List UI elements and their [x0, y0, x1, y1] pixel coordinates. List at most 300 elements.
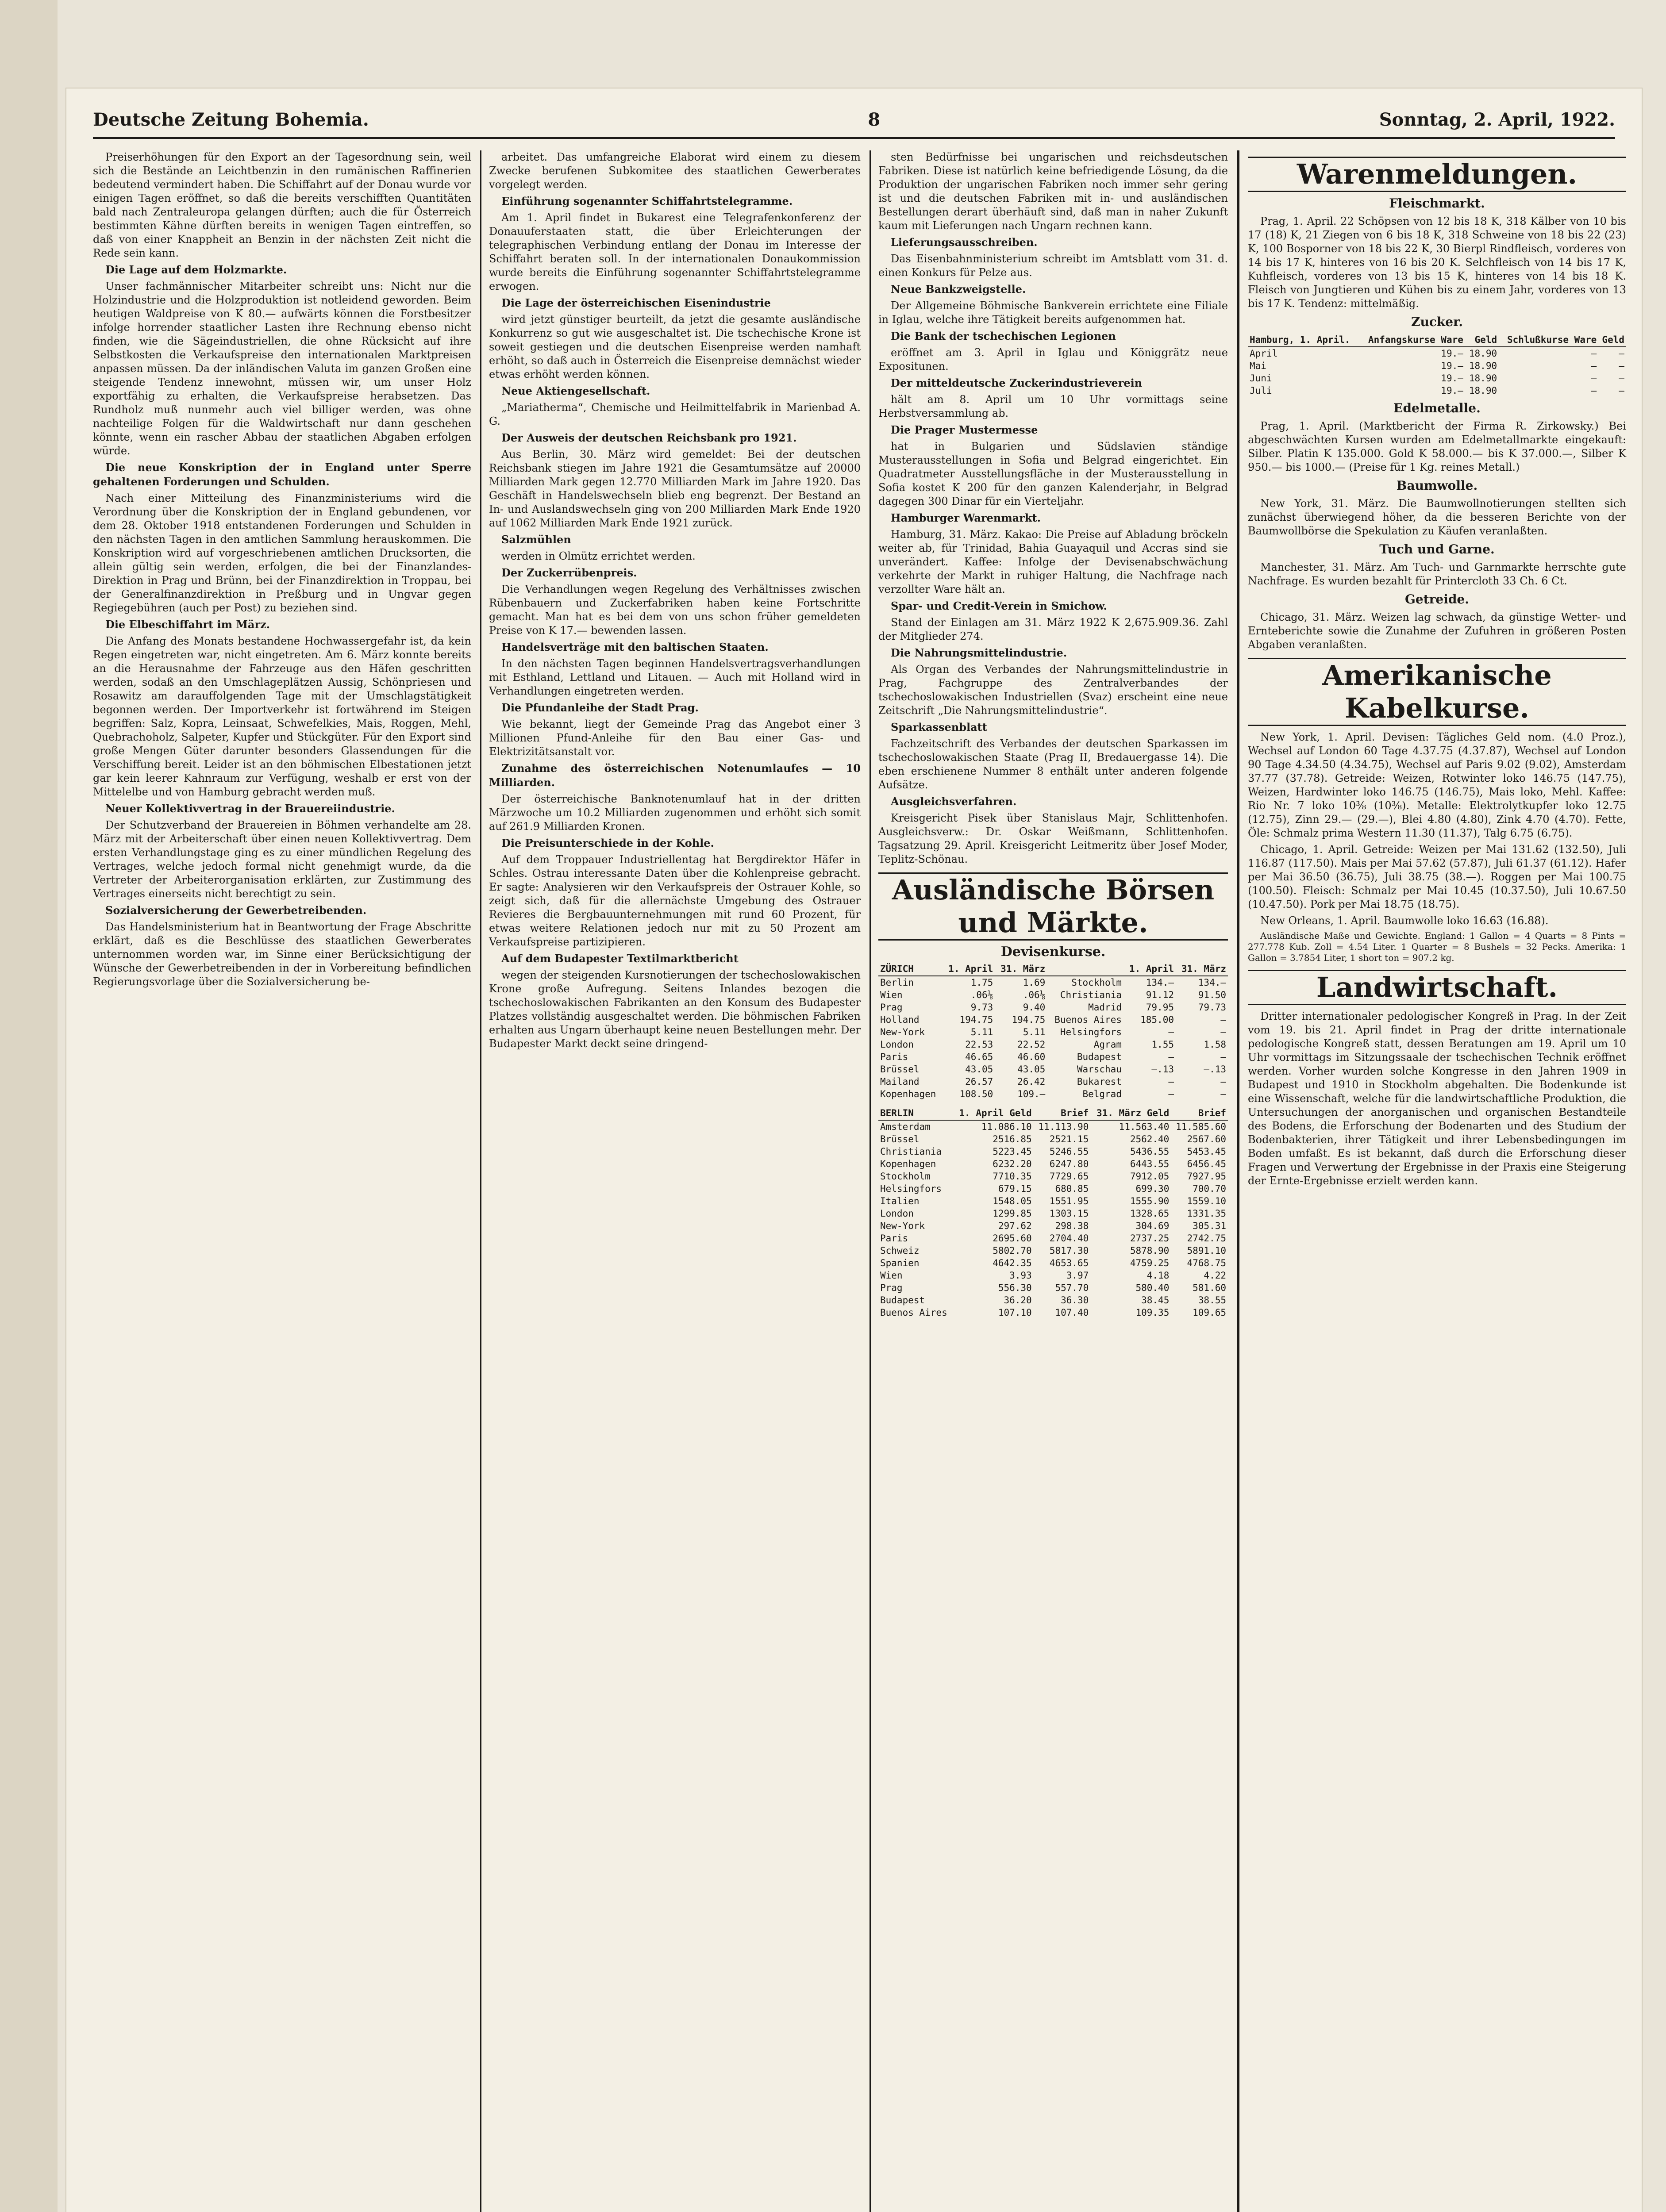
article-paragraph: Chicago, 31. März. Weizen lag schwach, da günstige Wetter- und Ernteberichte sowie die Zunahme der Zufuhren in größeren Posten Abgaben veranlaßten. [1248, 611, 1626, 651]
table-cell: Juli [1250, 385, 1272, 396]
table-cell: 18.90 [1469, 348, 1497, 359]
table-cell: Warschau [1077, 1064, 1122, 1075]
table-cell: 5802.70 [993, 1245, 1032, 1256]
article-heading: Neue Bankzweigstelle. [891, 283, 1026, 296]
table-cell: Buenos Aires [1054, 1014, 1122, 1025]
table-row [878, 1306, 1228, 1319]
table-cell: 4.18 [1147, 1270, 1170, 1281]
table-header: ZÜRICH [878, 962, 943, 976]
table-cell: Stockholm [880, 1171, 931, 1182]
table-cell: 26.57 [965, 1076, 993, 1087]
table-cell: — [1220, 1076, 1226, 1087]
article-paragraph: Dritter internationaler pedologischer Kongreß in Prag. In der Zeit vom 19. bis 21. April findet in Prag der dritte internationale pedologische Kongreß statt, dessen Beratungen am 19. April um 10 Uhr vormittags im Sitzungssaale der tschechischen Technik eröffnet werden. Vorher wurden solche Kongresse in den Jahren 1909 in Budapest und 1910 in Stockholm abgehalten. Die Bodenkunde ist eine Wissenschaft, welche für die landwirtschaftliche Produktion, die Untersuchungen der anorganischen und organischen Bestandteile des Bodens, die Erforschung der Bodenarten und des Studium der Bodenbakterien, ihrer Tätigkeit und ihrer Lebensbedingungen im Boden umfaßt. Es ist bekannt, daß durch die Erforschung dieser Fragen und Verwertung der Ergebnisse in der Praxis eine Steigerung der Ernte-Ergebnisse erzielt werden kann. [1248, 1010, 1626, 1187]
article-heading: Sparkassenblatt [891, 721, 987, 733]
table-cell: 7927.95 [1187, 1171, 1226, 1182]
article-paragraph: Nach einer Mitteilung des Finanzministeriums wird die Verordnung über die Konskription der in England gebundenen, vor dem 28. Oktober 1918 entstandenen Forderungen und Schulden in den nächsten Tagen in den amtlichen Sammlung herauskommen. Die Konskription wird auf vorgeschriebenen amtlichen Drucksorten, die allein gültig sein werden, erfolgen, die bei der Finanzlandes-Direktion in Prag und Brünn, bei der Finanzdirektion in Troppau, bei der Generalfinanzdirektion in Preßburg und in Ungvar gegen Regiegebühren (auch per Post) zu beziehen sind. [93, 492, 471, 614]
issue-date: Sonntag, 2. April, 1922. [1379, 109, 1615, 130]
article-heading: Der Ausweis der deutschen Reichsbank pro 1921. [501, 431, 797, 444]
table-cell: Holland [880, 1014, 920, 1025]
table-row [878, 1207, 1228, 1220]
table-row [878, 1026, 1228, 1038]
devisen-subtitle: Devisenkurse. [1000, 944, 1106, 960]
table-cell: 581.60 [1193, 1283, 1226, 1293]
table-cell: 5.11 [1023, 1027, 1046, 1037]
article-paragraph: Der Allgemeine Böhmische Bankverein errichtete eine Filiale in Iglau, welche ihre Tätigkeit bereits aufgenommen hat. [878, 300, 1228, 326]
table-cell: 6247.80 [1049, 1159, 1089, 1169]
warenmeldungen-title: Warenmeldungen. [1248, 157, 1626, 192]
table-cell: 1.75 [970, 977, 993, 988]
article-heading: Ausgleichsverfahren. [891, 795, 1017, 808]
table-cell: Agram [1093, 1039, 1122, 1050]
table-cell: Italien [880, 1196, 920, 1206]
table-cell: — [1168, 1052, 1174, 1062]
table-cell: 297.62 [998, 1221, 1032, 1231]
table-cell: Budapest [1077, 1052, 1122, 1062]
article-paragraph: werden in Olmütz errichtet werden. [501, 550, 696, 562]
table-cell: 6443.55 [1130, 1159, 1170, 1169]
article-paragraph: New York, 31. März. Die Baumwollnotierungen stellten sich zunächst überwiegend höher, da die besseren Berichte von der Baumwollbörse die Spekulation zu Käufen veranlaßten. [1248, 497, 1626, 537]
article-heading: Die Elbeschiffahrt im März. [105, 618, 270, 631]
table-cell: 2695.60 [993, 1233, 1032, 1244]
table-cell: Christiania [880, 1146, 942, 1157]
table-row [878, 1063, 1228, 1075]
table-cell: 5.11 [970, 1027, 993, 1037]
article-paragraph: Hamburg, 31. März. Kakao: Die Preise auf Abladung bröckeln weiter ab, für Trinidad, Bahia Guayaquil und Accras sind sie unverändert. Kaffee: Infolge der Devisenabschwächung verkehrte der Markt in ruhiger Haltung, die Nachfrage nach verzollter Ware hält an. [878, 528, 1228, 595]
table-cell: 1.69 [1023, 977, 1046, 988]
table-cell: London [880, 1039, 914, 1050]
table-cell: 4759.25 [1130, 1258, 1170, 1268]
article-heading: Zunahme des österreichischen Notenumlaufes — 10 Milliarden. [489, 762, 861, 789]
table-cell: — [1591, 385, 1597, 396]
table-cell: 1.58 [1204, 1039, 1226, 1050]
table-cell: —.13 [1204, 1064, 1226, 1075]
table-cell: 46.65 [965, 1052, 993, 1062]
article-heading: Salzmühlen [501, 533, 571, 546]
table-cell: 5246.55 [1049, 1146, 1089, 1157]
table-cell: 2742.75 [1187, 1233, 1226, 1244]
article-heading: Sozialversicherung der Gewerbetreibenden. [105, 904, 367, 917]
column-rule-1 [480, 150, 481, 2212]
article-heading: Einführung sogenannter Schiffahrtstelegramme. [501, 195, 793, 207]
table-cell: 5436.55 [1130, 1146, 1170, 1157]
table-header: Geld [1598, 333, 1626, 347]
table-cell: 9.40 [1023, 1002, 1046, 1013]
table-cell: Helsingfors [1060, 1027, 1122, 1037]
table-cell: Schweiz [880, 1245, 920, 1256]
article-heading: Die Lage auf dem Holzmarkte. [105, 263, 287, 276]
table-cell: 5223.45 [993, 1146, 1032, 1157]
berlin-table-body [878, 1120, 1228, 1319]
table-cell: Berlin [880, 977, 914, 988]
article-paragraph: Manchester, 31. März. Am Tuch- und Garnmarkte herrschte gute Nachfrage. Es wurden bezahlt für Printercloth 33 Ch. 6 Ct. [1248, 561, 1626, 587]
table-row [878, 1014, 1228, 1026]
kabelkurse-title: Amerikanische Kabelkurse. [1248, 658, 1626, 726]
table-row [878, 1075, 1228, 1088]
table-cell: 107.40 [1055, 1307, 1089, 1318]
table-cell: Brüssel [880, 1134, 920, 1144]
table-header: 1. April [1123, 962, 1176, 976]
table-cell: 36.30 [1061, 1295, 1089, 1306]
table-cell: — [1220, 1089, 1226, 1099]
section-subtitle: Baumwolle. [1396, 478, 1478, 493]
column-1 [93, 150, 471, 991]
article-heading: Neue Aktiengesellschaft. [501, 384, 650, 397]
table-cell: —.13 [1151, 1064, 1174, 1075]
table-cell: Belgrad [1082, 1089, 1122, 1099]
article-paragraph: Auf dem Troppauer Industriellentag hat Bergdirektor Häfer in Schles. Ostrau interessante Daten über die Kohlenpreise gebracht. Er sagte: Analysieren wir den Verkaufspreis der Ostrauer Kohle, so zeigt sich, daß für die allernächste Umgebung des Ostrauer Revieres die Bergbauunternehmungen mit rund 60 Prozent, für etwas weitere Relationen jedoch nur mit zu 50 Prozent am Verkaufspreise partizipieren. [489, 853, 861, 948]
table-cell: 3.93 [1009, 1270, 1032, 1281]
table-cell: 38.45 [1141, 1295, 1170, 1306]
table-cell: 4768.75 [1187, 1258, 1226, 1268]
table-row [878, 1195, 1228, 1207]
article-paragraph: Fachzeitschrift des Verbandes der deutschen Sparkassen im tschechoslowakischen Staate (Prag II, Bredauergasse 14). Die eben erschienene Nummer 8 enthält unter anderen folgende Aufsätze. [878, 737, 1228, 791]
table-cell: — [1220, 1052, 1226, 1062]
table-header [1047, 962, 1123, 976]
article-paragraph: sten Bedürfnisse bei ungarischen und reichsdeutschen Fabriken. Diese ist natürlich keine befriedigende Lösung, da die Produktion der ungarischen Fabriken noch immer sehr gering ist und die deutschen Fabriken mit in- und ausländischen Bestellungen derart überhäuft sind, daß man in naher Zukunft kaum mit Lieferungen nach Ungarn rechnen kann. [878, 151, 1228, 232]
table-cell: Mai [1250, 361, 1266, 371]
table-cell: 9.73 [970, 1002, 993, 1013]
table-cell: 556.30 [998, 1283, 1032, 1293]
table-row [878, 1269, 1228, 1282]
table-cell: 2516.85 [993, 1134, 1032, 1144]
article-paragraph: Am 1. April findet in Bukarest eine Telegrafenkonferenz der Donauuferstaaten statt, die über Erleichterungen der telegraphischen Verbindung entlang der Donau im Interesse der Schiffahrt beraten soll. In der internationalen Donaukommission wurde bereits die Einführung sogenannter Schiffahrtstelegramme erwogen. [489, 211, 861, 292]
table-cell: 2567.60 [1187, 1134, 1226, 1144]
column-rule-3 [1237, 150, 1239, 2212]
article-paragraph: New Orleans, 1. April. Baumwolle loko 16.63 (16.88). [1260, 914, 1549, 927]
article-paragraph: „Mariatherma“, Chemische und Heilmittelfabrik in Marienbad A. G. [489, 401, 861, 427]
table-cell: 18.90 [1469, 373, 1497, 384]
article-paragraph: hat in Bulgarien und Südslavien ständige Musterausstellungen in Sofia und Belgrad eingerichtet. Ein Quadratmeter Ausstellungsfläche in der Musterausstellung in Sofia kostet K 200 für den ganzen Kalenderjahr, in Belgrad dagegen 300 Dinar für ein Vierteljahr. [878, 440, 1228, 507]
table-cell: 1299.85 [993, 1208, 1032, 1219]
table-cell: — [1619, 348, 1624, 359]
page-number: 8 [868, 109, 881, 130]
table-cell: 134.— [1198, 977, 1226, 988]
table-cell: 185.00 [1140, 1014, 1174, 1025]
table-row [878, 1120, 1228, 1133]
table-cell: 1303.15 [1049, 1208, 1089, 1219]
table-cell: Paris [880, 1052, 908, 1062]
table-cell: 26.42 [1017, 1076, 1046, 1087]
table-cell: 19.— [1441, 361, 1463, 371]
table-cell: 1.55 [1151, 1039, 1174, 1050]
table-cell: 134.— [1146, 977, 1174, 988]
article-paragraph: Prag, 1. April. 22 Schöpsen von 12 bis 18 K, 318 Kälber von 10 bis 17 (18) K, 21 Ziegen von 6 bis 18 K, 318 Schweine von 18 bis 22 (23) K, 100 Bosporner von 18 bis 22 K, 30 Bierpl Rindfleisch, vorderes von 14 bis 17 K, hinteres von 16 bis 20 K. Selchfleisch von 14 bis 17 K, Kuhfleisch, vorderes von 13 bis 15 K, hinteres von 14 bis 18 K. Fleisch von Jungtieren und Kühen bis zu einem Jahr, vorderes von 13 bis 17 K. Tendenz: mittelmäßig. [1248, 215, 1626, 310]
table-row [878, 1294, 1228, 1306]
table-cell: Spanien [880, 1258, 920, 1268]
table-row [878, 1282, 1228, 1294]
table-cell: Paris [880, 1233, 908, 1244]
table-cell: 580.40 [1135, 1283, 1170, 1293]
table-header: Brief [1034, 1106, 1091, 1120]
article-heading: Lieferungsausschreiben. [891, 236, 1038, 249]
table-row [878, 1088, 1228, 1100]
article-paragraph: Der österreichische Banknotenumlauf hat in der dritten Märzwoche um 10.2 Milliarden zugenommen und erhöht sich somit auf 261.9 Milliarden Kronen. [489, 793, 861, 833]
section-subtitle: Tuch und Garne. [1379, 542, 1495, 557]
table-cell: 38.55 [1198, 1295, 1226, 1306]
table-cell: 11.563.40 [1119, 1121, 1170, 1132]
table-cell: — [1168, 1089, 1174, 1099]
table-cell: Stockholm [1071, 977, 1122, 988]
table-row [878, 1257, 1228, 1269]
table-row [1248, 347, 1626, 360]
berlin-table [878, 1106, 1228, 1319]
table-cell: 91.50 [1198, 990, 1226, 1000]
table-cell: 43.05 [965, 1064, 993, 1075]
table-cell: Juni [1250, 373, 1272, 384]
table-cell: 3.97 [1066, 1270, 1089, 1281]
table-cell: New-York [880, 1027, 925, 1037]
table-header: 1. April Geld [953, 1106, 1034, 1120]
table-cell: — [1619, 373, 1624, 384]
table-cell: 2704.40 [1049, 1233, 1089, 1244]
table-cell: April [1250, 348, 1278, 359]
article-heading: Die neue Konskription der in England unter Sperre gehaltenen Forderungen und Schulden. [93, 461, 471, 488]
table-cell: 298.38 [1055, 1221, 1089, 1231]
table-cell: 18.90 [1469, 361, 1497, 371]
table-cell: 1551.95 [1049, 1196, 1089, 1206]
article-paragraph: New York, 1. April. Devisen: Tägliches Geld nom. (4.0 Proz.), Wechsel auf London 60 Tage 4.37.75 (4.37.87), Wechsel auf London 90 Tage 4.34.50 (4.34.75), Wechsel auf Paris 9.02 (9.02), Amsterdam 37.77 (37.78). Getreide: Weizen, Rotwinter loko 146.75 (147.75), Weizen, Hardwinter loko 146.75 (146.75), Mais loko, Mehl. Kaffee: Rio Nr. 7 loko 10⅜ (10⅜). Metalle: Elektrolytkupfer loko 12.75 (12.75), Zinn 29.— (29.—), Blei 4.80 (4.80), Zink 4.70 (4.70). Fette, Öle: Schmalz prima Western 11.30 (11.37), Talg 6.75 (6.75). [1248, 731, 1626, 839]
table-cell: Madrid [1088, 1002, 1122, 1013]
table-cell: 680.85 [1055, 1183, 1089, 1194]
section-subtitle: Edelmetalle. [1393, 401, 1481, 415]
table-cell: Amsterdam [880, 1121, 931, 1132]
table-cell: 1555.90 [1130, 1196, 1170, 1206]
table-header: BERLIN [878, 1106, 953, 1120]
table-cell: 109.35 [1135, 1307, 1170, 1318]
table-cell: 699.30 [1135, 1183, 1170, 1194]
article-paragraph: Ausländische Maße und Gewichte. England: 1 Gallon = 4 Quarts = 8 Pints = 277.778 Kub. Zoll = 4.54 Liter. 1 Quarter = 8 Bushels = 32 Pecks. Amerika: 1 Gallon = 3.7854 Liter, 1 short ton = 907.2 kg. [1248, 930, 1626, 963]
article-paragraph: hält am 8. April um 10 Uhr vormittags seine Herbstversammlung ab. [878, 393, 1228, 419]
table-cell: — [1168, 1076, 1174, 1087]
table-cell: 109.65 [1193, 1307, 1226, 1318]
section-subtitle: Getreide. [1404, 592, 1469, 607]
table-row [878, 1220, 1228, 1232]
article-heading: Der mitteldeutsche Zuckerindustrieverein [891, 376, 1143, 389]
table-cell: 194.75 [1012, 1014, 1046, 1025]
article-heading: Hamburger Warenmarkt. [891, 511, 1041, 524]
table-cell: 79.73 [1198, 1002, 1226, 1013]
article-paragraph: Als Organ des Verbandes der Nahrungsmittelindustrie in Prag, Fachgruppe des Zentralverbandes der tschechoslowakischen Industriellen (Svaz) erscheint eine neue Zeitschrift „Die Nahrungsmittelindustrie“. [878, 663, 1228, 717]
article-paragraph: Kreisgericht Pisek über Stanislaus Majr, Schlittenhofen. Ausgleichsverw.: Dr. Oskar Weißmann, Schlittenhofen. Tagsatzung 29. April. Kreisgericht Leitmeritz über Josef Moder, Teplitz-Schönau. [878, 812, 1228, 865]
table-cell: — [1168, 1027, 1174, 1037]
section-subtitle: Zucker. [1411, 315, 1463, 329]
sugar-table [1248, 333, 1626, 397]
table-row [1248, 360, 1626, 372]
table-cell: — [1619, 361, 1624, 371]
page-header [93, 102, 1615, 139]
table-cell: 700.70 [1193, 1183, 1226, 1194]
table-cell: 107.10 [998, 1307, 1032, 1318]
article-paragraph: Aus Berlin, 30. März wird gemeldet: Bei der deutschen Reichsbank stiegen im Jahre 1921 die Gesamtumsätze auf 20000 Milliarden Mark gegen 12.770 Milliarden Mark im Jahre 1920. Das Geschäft in Handelswechseln blieb eng begrenzt. Der Bestand an In- und Auslandswechseln ging von 200 Milliarden Mark Ende 1920 auf 1062 Milliarden Mark Ende 1921 zurück. [489, 448, 861, 529]
table-cell: 18.90 [1469, 385, 1497, 396]
zurich-table [878, 962, 1228, 1100]
table-header: Schlußkurse Ware [1499, 333, 1598, 347]
table-header: 31. März Geld [1090, 1106, 1171, 1120]
article-heading: Spar- und Credit-Verein in Smichow. [891, 599, 1107, 612]
table-row [878, 1145, 1228, 1158]
table-cell: 36.20 [1004, 1295, 1032, 1306]
article-paragraph: wird jetzt günstiger beurteilt, da jetzt die gesamte ausländische Konkurrenz so gut wie ausgeschaltet ist. Die tschechische Krone ist soweit gestiegen und die deutschen Eisenpreise werden namhaft erhöht, so daß auch in Österreich die Eisenpreise demnächst wieder etwas erhöht werden können. [489, 313, 861, 380]
table-cell: Budapest [880, 1295, 925, 1306]
table-cell: 304.69 [1135, 1221, 1170, 1231]
table-header: 1. April [943, 962, 995, 976]
table-cell: 5878.90 [1130, 1245, 1170, 1256]
article-paragraph: In den nächsten Tagen beginnen Handelsvertragsverhandlungen mit Esthland, Lettland und Litauen. — Auch mit Holland wird in Verhandlungen eingetreten werden. [489, 657, 861, 697]
table-cell: 11.113.90 [1038, 1121, 1089, 1132]
column-3 [878, 150, 1228, 1319]
table-cell: 5453.45 [1187, 1146, 1226, 1157]
table-cell: 7710.35 [993, 1171, 1032, 1182]
table-cell: 2521.15 [1049, 1134, 1089, 1144]
table-cell: Prag [880, 1283, 903, 1293]
zurich-table-body [878, 976, 1228, 1100]
table-cell: 22.52 [1017, 1039, 1046, 1050]
article-heading: Die Prager Mustermesse [891, 423, 1038, 436]
article-paragraph: wegen der steigenden Kursnotierungen der tschechoslowakischen Krone große Aufregung. Seitens Inlandes bezogen die tschechoslowakischen Fabrikanten an den Konsum des Budapester Platzes vollständig ausgeschaltet werden. Die böhmischen Fabriken erhalten aus Ungarn überhaupt keine neuen Bestellungen mehr. Der Budapester Markt deckt seine dringend- [489, 969, 861, 1050]
table-cell: 91.12 [1146, 990, 1174, 1000]
table-cell: 108.50 [959, 1089, 993, 1099]
table-cell: — [1591, 361, 1597, 371]
table-cell: 305.31 [1193, 1221, 1226, 1231]
table-cell: 43.05 [1017, 1064, 1046, 1075]
article-paragraph: Chicago, 1. April. Getreide: Weizen per Mai 131.62 (132.50), Juli 116.87 (117.50). Mais per Mai 57.62 (57.87), Juli 61.37 (61.12). Hafer per Mai 36.50 (36.75), Juli 38.75 (38.—). Roggen per Mai 100.75 (100.50). Fleisch: Schmalz per Mai 10.45 (10.37.50), Juli 10.67.50 (10.47.50). Pork per Mai 18.75 (18.75). [1248, 843, 1626, 910]
column-2 [489, 150, 861, 1053]
table-row [878, 989, 1228, 1001]
article-paragraph: Prag, 1. April. (Marktbericht der Firma R. Zirkowsky.) Bei abgeschwächten Kursen wurden am Edelmetallmarkte eingekauft: Silber. Platin K 135.000. Gold K 58.000.— bis K 37.000.—, Silber K 950.— bis 1000.— (Preise für 1 Kg. reines Metall.) [1248, 420, 1626, 473]
article-heading: Die Bank der tschechischen Legionen [891, 330, 1116, 342]
article-heading: Auf dem Budapester Textilmarktbericht [501, 952, 739, 965]
table-cell: Prag [880, 1002, 903, 1013]
table-cell: 557.70 [1055, 1283, 1089, 1293]
table-cell: 11.585.60 [1176, 1121, 1226, 1132]
table-row [878, 1183, 1228, 1195]
table-row [878, 1051, 1228, 1063]
article-heading: Handelsverträge mit den baltischen Staaten. [501, 641, 769, 653]
table-cell: 4653.65 [1049, 1258, 1089, 1268]
table-cell: 11.086.10 [981, 1121, 1032, 1132]
table-cell: Bukarest [1077, 1076, 1122, 1087]
table-cell: .06⅛ [970, 990, 993, 1000]
table-cell: 2737.25 [1130, 1233, 1170, 1244]
table-row [878, 1038, 1228, 1051]
article-paragraph: eröffnet am 3. April in Iglau und Königgrätz neue Expositunen. [878, 346, 1228, 373]
table-cell: 1548.05 [993, 1196, 1032, 1206]
sugar-table-body [1248, 347, 1626, 397]
article-paragraph: Das Eisenbahnministerium schreibt im Amtsblatt vom 31. d. einen Konkurs für Pelze aus. [878, 253, 1228, 279]
masthead-title: Deutsche Zeitung Bohemia. [93, 109, 369, 130]
table-cell: 22.53 [965, 1039, 993, 1050]
table-row [1248, 372, 1626, 384]
table-cell: — [1591, 348, 1597, 359]
scan-edge [0, 0, 58, 2212]
table-cell: Brüssel [880, 1064, 920, 1075]
table-row [878, 1170, 1228, 1183]
article-heading: Die Pfundanleihe der Stadt Prag. [501, 701, 699, 714]
table-cell: 194.75 [959, 1014, 993, 1025]
column-rule-2 [870, 150, 871, 2212]
table-cell: 7912.05 [1130, 1171, 1170, 1182]
table-cell: 7729.65 [1049, 1171, 1089, 1182]
table-cell: 6232.20 [993, 1159, 1032, 1169]
table-cell: 5817.30 [1049, 1245, 1089, 1256]
table-cell: 46.60 [1017, 1052, 1046, 1062]
landwirtschaft-title: Landwirtschaft. [1248, 970, 1626, 1005]
article-paragraph: Wie bekannt, liegt der Gemeinde Prag das Angebot einer 3 Millionen Pfund-Anleihe für den Bau einer Gas- und Elektrizitätsanstalt vor. [489, 718, 861, 758]
table-header: Brief [1171, 1106, 1228, 1120]
table-cell: Wien [880, 990, 903, 1000]
table-cell: .06⅛ [1023, 990, 1046, 1000]
table-row [1248, 384, 1626, 397]
table-cell: Wien [880, 1270, 903, 1281]
article-paragraph: Preiserhöhungen für den Export an der Tagesordnung sein, weil sich die Bestände an Leichtbenzin in den rumänischen Raffinerien bedeutend vermindert haben. Die Schiffahrt auf der Donau wurde vor einigen Tagen eröffnet, so daß die bereits verschifften Quantitäten bald nach Zentraleuropa gelangen dürften; auch die für Österreich bestimmten Kähne dürften bereits in wenigen Tagen eintreffen, so daß von einer Knappheit an Benzin in der nächsten Zeit nicht die Rede sein kann. [93, 151, 471, 259]
boerse-title: Ausländische Börsen und Märkte. [878, 872, 1228, 941]
table-cell: — [1220, 1014, 1226, 1025]
table-cell: 19.— [1441, 373, 1463, 384]
article-heading: Der Zuckerrübenpreis. [501, 566, 637, 579]
article-heading: Die Lage der österreichischen Eisenindustrie [501, 296, 771, 309]
table-cell: 19.— [1441, 348, 1463, 359]
table-row [878, 976, 1228, 989]
article-paragraph: arbeitet. Das umfangreiche Elaborat wird einem zu diesem Zwecke berufenen Subkomitee des staatlichen Gewerberates vorgelegt werden. [489, 151, 861, 191]
article-paragraph: Unser fachmännischer Mitarbeiter schreibt uns: Nicht nur die Holzindustrie und die Holzproduktion ist notleidend geworden. Beim heutigen Waldpreise von K 80.— aufwärts können die Forstbesitzer infolge horrender staatlicher Lasten ihre Rechnung ebenso nicht finden, wie die Sägeindustriellen, die ohne Rücksicht auf ihre Selbstkosten die Verkaufspreise den internationalen Marktpreisen anpassen müssen. Da der inländischen Valuta im ganzen Großen eine steigende Tendenz innewohnt, müssen wir, um unser Holz exportfähig zu erhalten, die Verkaufspreise herabsetzen. Das Rundholz muß nunmehr auch viel billiger werden, was ohne nachteilige Folgen für die Waldwirtschaft nur dann geschehen könnte, wenn ein rascher Abbau der staatlichen Abgaben erfolgen würde. [93, 280, 471, 457]
table-cell: 1328.65 [1130, 1208, 1170, 1219]
table-cell: 1331.35 [1187, 1208, 1226, 1219]
table-cell: Kopenhagen [880, 1159, 936, 1169]
article-paragraph: Das Handelsministerium hat in Beantwortung der Frage Abschritte erklärt, daß es die Beschlüsse des staatlichen Gewerberates unternommen worden war, im Sinne einer Berücksichtigung der Wünsche der Gewerbetreibenden in der in Vorbereitung befindlichen Regierungsvorlage über die Sozialversicherung be- [93, 921, 471, 988]
table-cell: 4.22 [1204, 1270, 1226, 1281]
table-header: Anfangskurse Ware [1359, 333, 1465, 347]
table-cell: 679.15 [998, 1183, 1032, 1194]
table-row [878, 1133, 1228, 1145]
table-cell: Helsingfors [880, 1183, 942, 1194]
table-cell: 79.95 [1146, 1002, 1174, 1013]
table-row [878, 1244, 1228, 1257]
table-cell: London [880, 1208, 914, 1219]
article-paragraph: Die Anfang des Monats bestandene Hochwassergefahr ist, da kein Regen eingetreten war, nicht eingetreten. Am 6. März konnte bereits an die Herausnahme der Fahrzeuge aus den Häfen geschritten werden, sodaß an den Umschlageplätzen Aussig, Schönpriesen und Rosawitz am darauffolgenden Tage mit der Umschlagstätigkeit begonnen werden. Der Importverkehr ist fortwährend im Steigen begriffen: Salz, Kopra, Leinsaat, Schwefelkies, Mais, Roggen, Mehl, Quebrachoholz, Salpeter, Kupfer und Stückgüter. Für den Export sind große Mengen Güter darunter besonders Glassendungen für die Verschiffung bereit. Leider ist an den böhmischen Elbestationen jetzt gar kein leerer Kahnraum zur Verfügung, weshalb er erst von der Mittelelbe und von Hamburg gebracht werden muß. [93, 635, 471, 798]
table-row [878, 1232, 1228, 1244]
table-header: 31. März [995, 962, 1047, 976]
newspaper-page [66, 88, 1642, 2212]
table-cell: Mailand [880, 1076, 920, 1087]
table-cell: — [1220, 1027, 1226, 1037]
table-cell: 2562.40 [1130, 1134, 1170, 1144]
table-row [878, 1158, 1228, 1170]
column-4 [1248, 150, 1626, 1190]
table-cell: Kopenhagen [880, 1089, 936, 1099]
article-heading: Neuer Kollektivvertrag in der Brauereiindustrie. [105, 802, 395, 815]
article-paragraph: Stand der Einlagen am 31. März 1922 K 2,675.909.36. Zahl der Mitglieder 274. [878, 616, 1228, 642]
table-cell: 19.— [1441, 385, 1463, 396]
table-cell: 109.— [1017, 1089, 1046, 1099]
table-cell: Christiania [1060, 990, 1122, 1000]
article-heading: Die Nahrungsmittelindustrie. [891, 646, 1067, 659]
table-header: 31. März [1176, 962, 1228, 976]
article-paragraph: Die Verhandlungen wegen Regelung des Verhältnisses zwischen Rübenbauern und Zuckerfabriken haben keine Fortschritte gemacht. Man hat es bei dem von uns schon früher gemeldeten Preise von K 17.— bewenden lassen. [489, 583, 861, 637]
table-cell: 4642.35 [993, 1258, 1032, 1268]
section-subtitle: Fleischmarkt. [1389, 196, 1485, 211]
table-cell: 6456.45 [1187, 1159, 1226, 1169]
table-cell: New-York [880, 1221, 925, 1231]
table-cell: 5891.10 [1187, 1245, 1226, 1256]
table-cell: — [1591, 373, 1597, 384]
table-row [878, 1001, 1228, 1014]
table-cell: 1559.10 [1187, 1196, 1226, 1206]
table-header: Hamburg, 1. April. [1248, 333, 1359, 347]
table-cell: — [1619, 385, 1624, 396]
article-paragraph: Der Schutzverband der Brauereien in Böhmen verhandelte am 28. März mit der Arbeiterschaft über einen neuen Kollektivvertrag. Dem ersten Verhandlungstage ging es zu einer mündlichen Regelung des Vertrages, welche jedoch formal nicht genehmigt wurde, da die Vertreter der Arbeiterorganisation erklärten, zur Zustimmung des Vertrages einerseits nicht berechtigt zu sein. [93, 819, 471, 900]
article-heading: Die Preisunterschiede in der Kohle. [501, 837, 714, 849]
table-header: Geld [1465, 333, 1499, 347]
